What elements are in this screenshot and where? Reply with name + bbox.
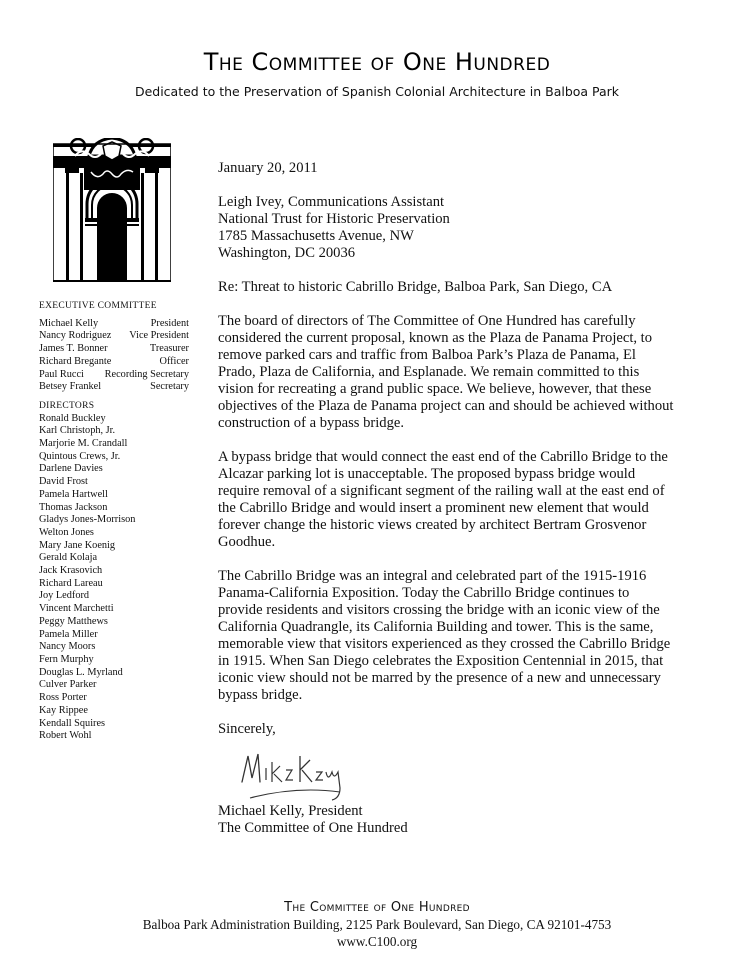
director-name: Jack Krasovich	[39, 565, 103, 577]
director-name: Quintous Crews, Jr.	[39, 450, 121, 462]
director-name: Gerald Kolaja	[39, 552, 98, 564]
member-name: Betsey Frankel	[39, 381, 102, 393]
paragraph-line: considered the current proposal, known as the Plaza de Panama Project, to	[218, 330, 653, 346]
executive-member	[39, 330, 189, 343]
letterhead-title: The Committee of One Hundred	[203, 48, 551, 76]
executive-committee-heading: EXECUTIVE COMMITTEE	[39, 301, 157, 311]
signer-organization: The Committee of One Hundred	[218, 820, 408, 836]
recipient-line: Washington, DC 20036	[218, 245, 356, 261]
director-name: Robert Wohl	[39, 730, 92, 742]
member-name: James T. Bonner	[39, 343, 108, 355]
director-name: David Frost	[39, 476, 88, 488]
paragraph-line: Goodhue.	[218, 534, 276, 550]
executive-member	[39, 381, 189, 394]
director-name: Culver Parker	[39, 679, 97, 691]
director-name: Marjorie M. Crandall	[39, 438, 128, 450]
paragraph-line: Prado, Plaza de California, and Esplanade. We remain committed to this	[218, 364, 640, 380]
letter-closing: Sincerely,	[218, 721, 276, 737]
baroque-archway-logo-icon	[53, 138, 171, 282]
signature	[236, 748, 366, 808]
paragraph-line: Alcazar parking lot is unacceptable. The proposed bypass bridge would	[218, 466, 636, 482]
paragraph-line: The Cabrillo Bridge was an integral and celebrated part of the 1915-1916	[218, 568, 647, 584]
paragraph-line: The board of directors of The Committee of One Hundred has carefully	[218, 313, 636, 329]
letter-date: January 20, 2011	[218, 160, 318, 176]
member-role: President	[150, 317, 189, 329]
director-name: Darlene Davies	[39, 463, 103, 475]
footer-address: Balboa Park Administration Building, 2125 Park Boulevard, San Diego, CA 92101-4753	[142, 917, 612, 932]
director-name: Thomas Jackson	[39, 501, 108, 513]
executive-committee-list	[39, 318, 189, 394]
paragraph-line: vision for recreating a grand public space. We believe, however, that these	[218, 381, 652, 397]
member-role: Treasurer	[149, 343, 189, 355]
paragraph-line: in 1915. When San Diego celebrates the Exposition Centennial in 2015, that	[218, 653, 664, 669]
paragraph-line: construction of a bypass bridge.	[218, 415, 405, 431]
footer-website-link[interactable]: www.C100.org	[336, 934, 418, 949]
executive-member	[39, 369, 189, 382]
footer-organization: The Committee of One Hundred	[284, 900, 470, 915]
director-name: Ross Porter	[39, 692, 87, 704]
member-role: Vice President	[129, 330, 189, 342]
recipient-address	[218, 194, 718, 262]
recipient-line: 1785 Massachusetts Avenue, NW	[218, 228, 414, 244]
paragraph-line: bypass bridge.	[218, 687, 303, 703]
director-name: Vincent Marchetti	[39, 603, 114, 615]
paragraph-line: the Cabrillo Bridge and would insert a prominent new element that would	[218, 500, 649, 516]
director-name: Welton Jones	[39, 526, 94, 538]
director-name: Karl Christoph, Jr.	[39, 425, 116, 437]
director-name: Mary Jane Koenig	[39, 539, 116, 551]
executive-member	[39, 318, 189, 331]
letterhead-tagline: Dedicated to the Preservation of Spanish Colonial Architecture in Balboa Park	[134, 84, 620, 99]
director-name: Gladys Jones-Morrison	[39, 514, 136, 526]
paragraph-line: remove parked cars and traffic from Balboa Park’s Plaza de Panama, El	[218, 347, 636, 363]
sidebar-roster	[39, 300, 189, 743]
director-name: Pamela Miller	[39, 628, 98, 640]
letter-subject: Re: Threat to historic Cabrillo Bridge, Balboa Park, San Diego, CA	[218, 279, 613, 295]
paragraph-line: provide residents and visitors crossing the bridge with an iconic view of the	[218, 602, 660, 618]
recipient-line: National Trust for Historic Preservation	[218, 211, 450, 227]
letter-paragraph	[218, 568, 718, 704]
director-name: Richard Lareau	[39, 577, 103, 589]
member-name: Richard Bregante	[39, 355, 112, 367]
executive-member	[39, 343, 189, 356]
director-name: Kendall Squires	[39, 717, 106, 729]
member-name: Paul Rucci	[39, 368, 84, 380]
member-role: Officer	[159, 355, 189, 367]
director-name: Ronald Buckley	[39, 412, 106, 424]
member-name: Michael Kelly	[39, 317, 99, 329]
director-name: Fern Murphy	[39, 653, 94, 665]
letterhead-footer	[0, 900, 754, 950]
director-name: Kay Rippee	[39, 704, 88, 716]
paragraph-line: California Quadrangle, its California Building and tower. This is the same,	[218, 619, 654, 635]
letter-paragraph	[218, 449, 718, 551]
letter-paragraph	[218, 313, 718, 432]
paragraph-line: objectives of the Plaza de Panama project can and should be achieved without	[218, 398, 674, 414]
signature-mark	[236, 748, 366, 808]
paragraph-line: forever change the historic views created by architect Bertram Grosvenor	[218, 517, 647, 533]
paragraph-line: iconic view should not be marred by the presence of a new and unnecessary	[218, 670, 661, 686]
paragraph-line: require removal of a significant segment of the railing wall at the east end of	[218, 483, 665, 499]
member-role: Secretary	[150, 381, 189, 393]
letter-paragraphs	[218, 313, 718, 704]
director-name: Joy Ledford	[39, 590, 90, 602]
letter-body	[218, 160, 718, 755]
member-name: Nancy Rodriguez	[39, 330, 112, 342]
signer-name: Michael Kelly, President	[218, 803, 363, 819]
member-role: Recording Secretary	[104, 368, 189, 380]
signer-block	[218, 803, 408, 837]
recipient-line: Leigh Ivey, Communications Assistant	[218, 194, 445, 210]
executive-member	[39, 356, 189, 369]
director-name: Peggy Matthews	[39, 615, 108, 627]
paragraph-line: memorable view that visitors experienced as they crossed the Cabrillo Bridge	[218, 636, 671, 652]
director-name: Nancy Moors	[39, 641, 96, 653]
paragraph-line: Panama-California Exposition. Today the Cabrillo Bridge continues to	[218, 585, 630, 601]
director-name: Douglas L. Myrland	[39, 666, 123, 678]
directors-heading: DIRECTORS	[39, 400, 95, 411]
directors-list	[39, 413, 189, 743]
director-name: Pamela Hartwell	[39, 488, 108, 500]
paragraph-line: A bypass bridge that would connect the east end of the Cabrillo Bridge to the	[218, 449, 668, 465]
